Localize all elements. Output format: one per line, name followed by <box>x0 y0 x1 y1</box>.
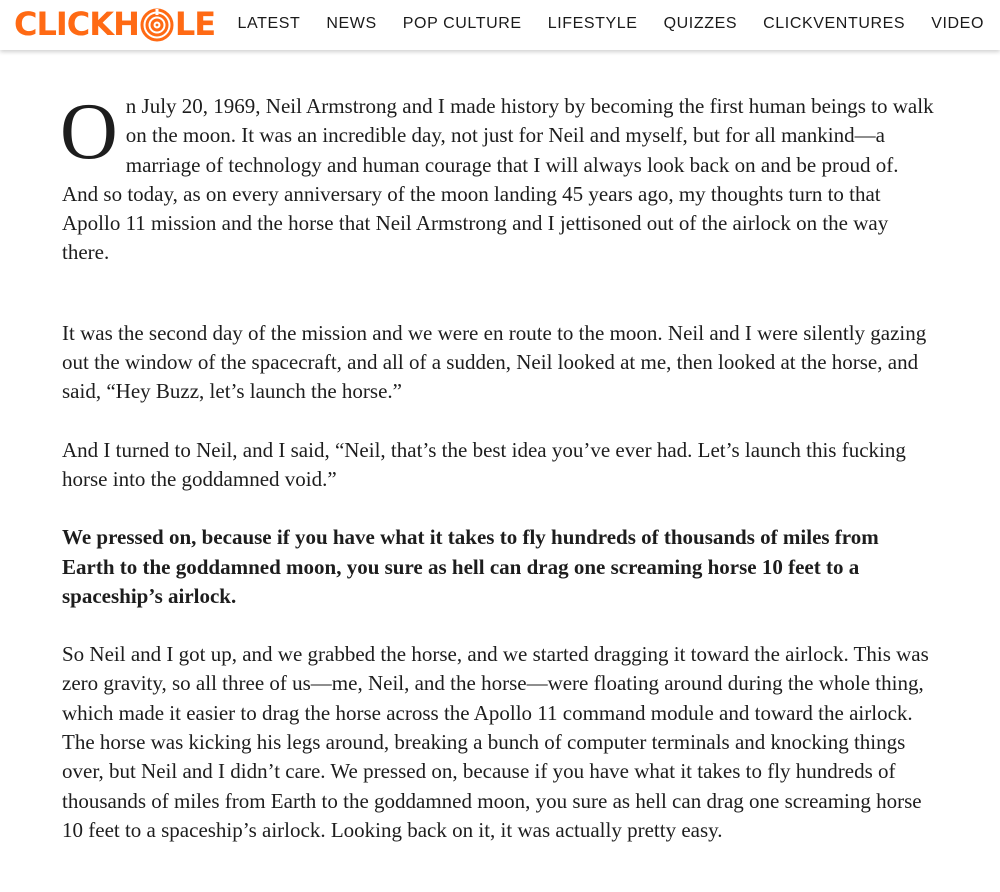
article-paragraph-4: So Neil and I got up, and we grabbed the horse, and we started dragging it toward the airlock. This was zero gravity, so all three of us—me, Neil, and the horse—were floating around during the whole thing, which made it easier to drag the horse across the Apollo 11 command module and toward the airlock. The horse was kicking his legs around, breaking a bunch of computer terminals and knocking things over, but Neil and I didn’t care. We pressed on, because if you have what it takes to fly hundreds of thousands of miles from Earth to the goddamned moon, you sure as hell can drag one screaming horse 10 feet to a spaceship’s airlock. Looking back on it, it was actually pretty easy. <box>62 642 929 842</box>
main-nav <box>238 0 985 48</box>
nav-latest[interactable]: LATEST <box>237 15 301 32</box>
nav-lifestyle[interactable]: LIFESTYLE <box>547 15 638 32</box>
drop-cap: O <box>60 88 118 176</box>
article-paragraph-2: It was the second day of the mission and we were en route to the moon. Neil and I were silently gazing out the window of the spacecraft, and all of a sudden, Neil looked at me, then looked at the horse, and said, “Hey Buzz, let’s launch the horse.” <box>62 320 927 404</box>
logo-text-left: CLICKH <box>14 5 139 43</box>
nav-news[interactable]: NEWS <box>326 15 377 32</box>
site-header <box>0 0 1000 50</box>
nav-pop-culture[interactable]: POP CULTURE <box>402 15 522 32</box>
nav-video[interactable]: VIDEO <box>931 15 984 32</box>
spiral-logo-icon <box>140 8 174 42</box>
clickhole-logo[interactable] <box>14 5 215 43</box>
nav-quizzes[interactable]: QUIZZES <box>663 15 738 32</box>
pull-quote: We pressed on, because if you have what it takes to fly hundreds of thousands of miles from Earth to the goddamned moon, you sure as hell can drag one screaming horse 10 feet to a spaceship’s airlock. <box>62 525 879 608</box>
article-body <box>60 88 936 874</box>
nav-clickventures[interactable]: CLICKVENTURES <box>763 15 906 32</box>
paragraph-text: n July 20, 1969, Neil Armstrong and I made history by becoming the first human beings to walk on the moon. It was an incredible day, not just for Neil and myself, but for all mankind—a marriage of technology and human courage that I will always look back on and be proud of. And so today, as on every anniversary of the moon landing 45 years ago, my thoughts turn to that Apollo 11 mission and the horse that Neil Armstrong and I jettisoned out of the airlock on the way there. <box>62 94 934 265</box>
article-paragraph-3: And I turned to Neil, and I said, “Neil, that’s the best idea you’ve ever had. Let’s launch this fucking horse into the goddamned void.” <box>62 437 906 491</box>
article-paragraph-1 <box>60 88 936 268</box>
logo-text-right: LE <box>174 5 216 43</box>
